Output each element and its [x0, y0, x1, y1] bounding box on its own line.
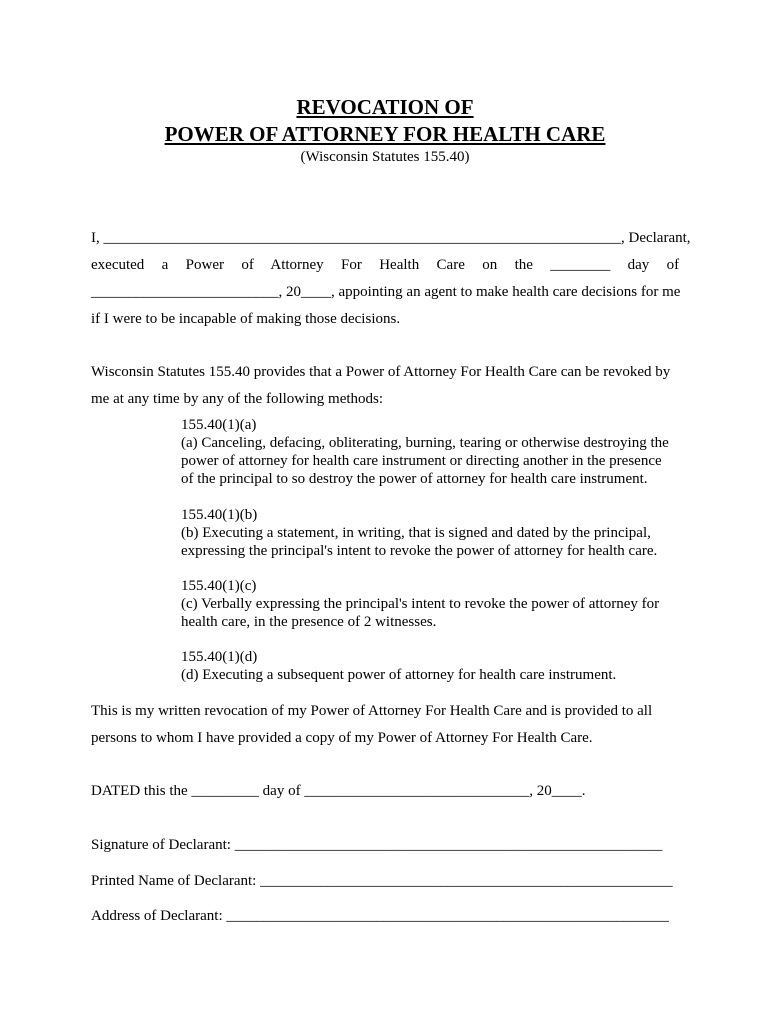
method-a-code: 155.40(1)(a) [181, 417, 257, 433]
word: Attorney [270, 257, 324, 273]
method-b-line-1: (b) Executing a statement, in writing, that is signed and dated by the principal, [181, 525, 651, 541]
word: day [627, 257, 650, 273]
word: the [514, 257, 533, 273]
word: For [341, 257, 362, 273]
title-line-2: POWER OF ATTORNEY FOR HEALTH CARE [164, 122, 606, 146]
word: executed [91, 257, 145, 273]
subtitle: (Wisconsin Statutes 155.40) [300, 149, 470, 165]
date-blank: ________ [550, 257, 611, 273]
method-c-line-1: (c) Verbally expressing the principal's intent to revoke the power of attorney for [181, 596, 660, 612]
intro-line-2: me at any time by any of the following methods: [91, 391, 384, 407]
method-a-line-2: power of attorney for health care instrument or directing another in the presence [181, 453, 662, 469]
printed-name-line: Printed Name of Declarant: _______________________________________________________ [91, 873, 673, 889]
dated-line: DATED this the _________ day of ______________________________, 20____. [91, 783, 586, 799]
word: of [666, 257, 680, 273]
word: on [482, 257, 498, 273]
declaration-line-3: _________________________, 20____, appointing an agent to make health care decisions for me [91, 284, 681, 300]
method-a-line-1: (a) Canceling, defacing, obliterating, burning, tearing or otherwise destroying the [181, 435, 669, 451]
closing-line-2: persons to whom I have provided a copy of my Power of Attorney For Health Care. [91, 730, 593, 746]
method-d-code: 155.40(1)(d) [181, 649, 258, 665]
word: a [161, 257, 169, 273]
method-d-line-1: (d) Executing a subsequent power of attorney for health care instrument. [181, 667, 617, 683]
address-line: Address of Declarant: ___________________________________________________________ [91, 908, 669, 924]
closing-line-1: This is my written revocation of my Power of Attorney For Health Care and is provided to all [91, 703, 653, 719]
method-b-code: 155.40(1)(b) [181, 507, 258, 523]
method-b-line-2: expressing the principal's intent to revoke the power of attorney for health care. [181, 543, 658, 559]
method-c-code: 155.40(1)(c) [181, 578, 257, 594]
declaration-line-2 [91, 256, 679, 274]
method-a-line-3: of the principal to so destroy the power of attorney for health care instrument. [181, 471, 648, 487]
word: Health [379, 257, 420, 273]
method-c-line-2: health care, in the presence of 2 witnesses. [181, 614, 437, 630]
word: Power [185, 257, 224, 273]
word: Care [436, 257, 465, 273]
word: of [241, 257, 254, 273]
declaration-line-1: I, _____________________________________________________________________, Declarant, [91, 230, 691, 246]
signature-line: Signature of Declarant: _________________________________________________________ [91, 837, 663, 853]
title-line-1: REVOCATION OF [296, 95, 474, 119]
declaration-line-4: if I were to be incapable of making those decisions. [91, 311, 401, 327]
intro-line-1: Wisconsin Statutes 155.40 provides that a Power of Attorney For Health Care can be revoked by [91, 364, 671, 380]
